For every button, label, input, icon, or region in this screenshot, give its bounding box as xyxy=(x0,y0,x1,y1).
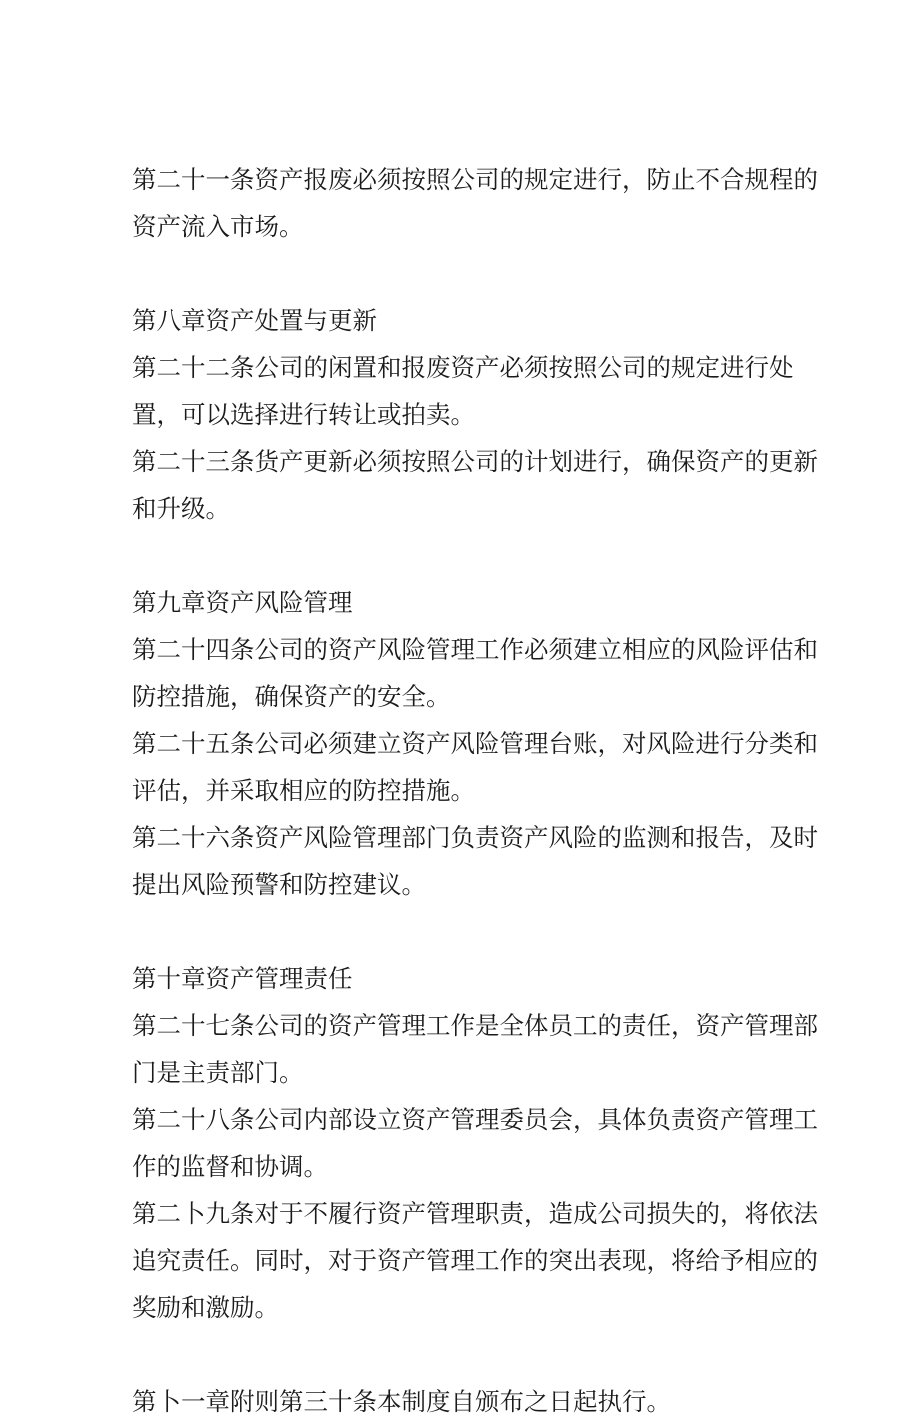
article-25-line-2: 评估，并采取相应的防控措施。 xyxy=(132,776,475,805)
article-26-line-2: 提出风险预警和防控建议。 xyxy=(132,870,426,899)
article-28 xyxy=(132,1096,818,1190)
article-29 xyxy=(132,1190,818,1331)
article-28-line-2: 作的监督和协调。 xyxy=(132,1152,328,1181)
article-27-line-1: 第二十七条公司的资产管理工作是全体员工的责任，资产管理部 xyxy=(132,1011,818,1040)
article-23-line-1: 第二十三条货产更新必须按照公司的计划进行，确保资产的更新 xyxy=(132,447,818,476)
article-29-line-2: 追究责任。同时，对于资产管理工作的突出表现，将给予相应的 xyxy=(132,1246,818,1275)
article-27 xyxy=(132,1002,818,1096)
paragraph-gap xyxy=(132,250,792,297)
article-24-line-2: 防控措施，确保资产的安全。 xyxy=(132,682,451,711)
paragraph-gap xyxy=(132,532,792,579)
article-22-line-2: 置，可以选择进行转让或拍卖。 xyxy=(132,400,475,429)
chapter-10-title: 第十章资产管理责任 xyxy=(132,964,353,993)
article-29-line-1: 第二卜九条对于不履行资产管理职责，造成公司损失的，将依法 xyxy=(132,1199,818,1228)
article-27-line-2: 门是主责部门。 xyxy=(132,1058,304,1087)
article-22 xyxy=(132,344,792,438)
article-24-line-1: 第二十四条公司的资产风险管理工作必须建立相应的风险评估和 xyxy=(132,635,818,664)
article-21-line-2: 资产流入市场。 xyxy=(132,212,304,241)
article-22-line-1: 第二十二条公司的闲置和报废资产必须按照公司的规定进行处 xyxy=(132,353,794,382)
chapter-11-line: 第卜一章附则第三十条本制度自颁布之日起执行。 xyxy=(132,1387,671,1416)
article-21-line-1: 第二十一条资产报废必须按照公司的规定进行，防止不合规程的 xyxy=(132,165,818,194)
document-body xyxy=(132,156,818,1425)
article-24 xyxy=(132,626,818,720)
paragraph-gap xyxy=(132,908,792,955)
article-28-line-1: 第二十八条公司内部设立资产管理委员会，具体负责资产管理工 xyxy=(132,1105,818,1134)
article-25-line-1: 第二十五条公司必须建立资产风险管理台账，对风险进行分类和 xyxy=(132,729,818,758)
article-25 xyxy=(132,720,818,814)
article-23-line-2: 和升级。 xyxy=(132,494,230,523)
article-23 xyxy=(132,438,818,532)
chapter-9-title: 第九章资产风险管理 xyxy=(132,588,353,617)
article-21 xyxy=(132,156,818,250)
article-26-line-1: 第二十六条资产风险管理部门负责资产风险的监测和报告，及时 xyxy=(132,823,818,852)
paragraph-gap xyxy=(132,1331,792,1378)
article-29-line-3: 奖励和激励。 xyxy=(132,1293,279,1322)
chapter-8-title: 第八章资产处置与更新 xyxy=(132,306,377,335)
article-26 xyxy=(132,814,818,908)
